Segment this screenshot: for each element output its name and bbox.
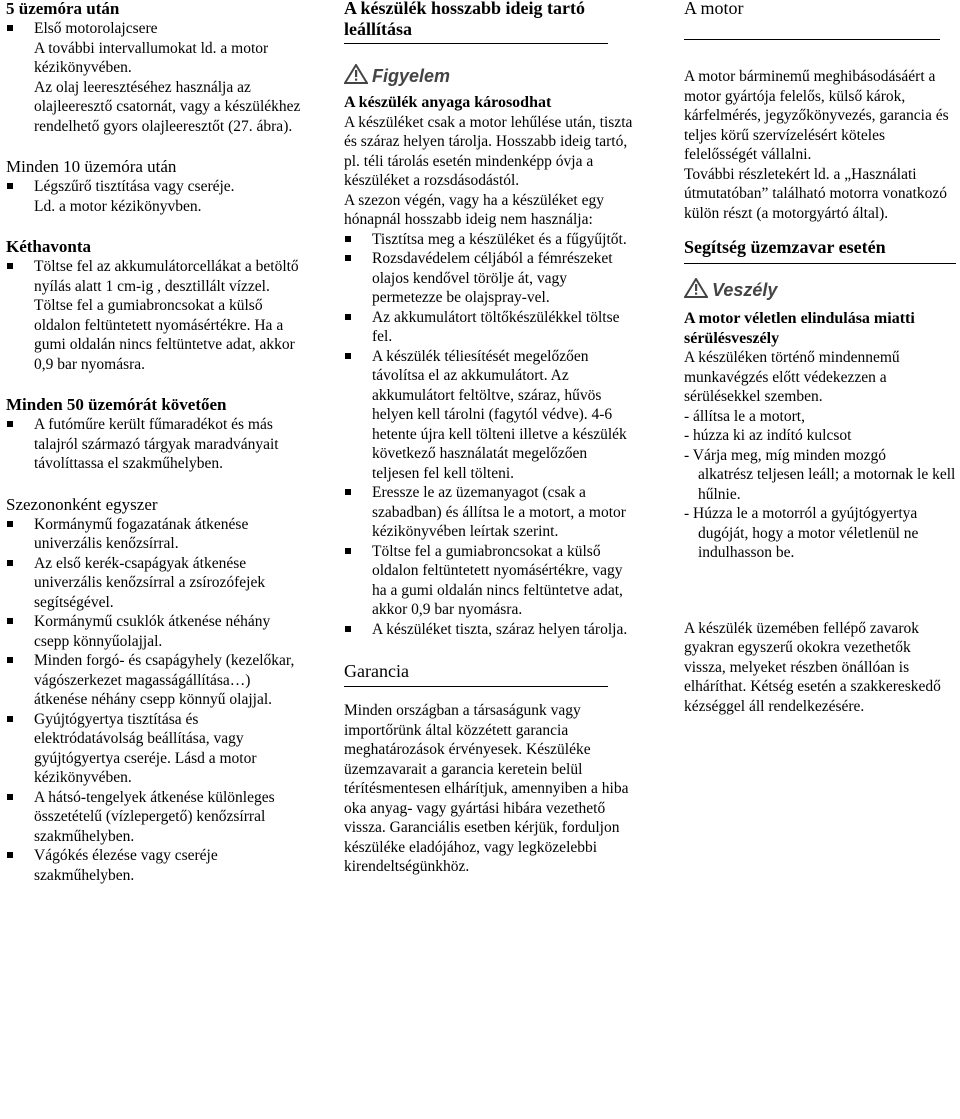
list-item: Az első kerék-csapágyak átkenése univerzális kenőzsírral a zsírozófejek segítségével.: [6, 554, 306, 613]
section-title-10h: Minden 10 üzemóra után: [6, 157, 177, 176]
list-10h: [6, 177, 306, 197]
list-seasonal: [6, 515, 306, 886]
list-item: Az akkumulátort töltőkészülékkel töltse fel.: [344, 308, 634, 347]
list-item: Légszűrő tisztítása vagy cseréje.: [6, 177, 306, 197]
section-title-storage: A készülék hosszabb ideig tartó leállítása: [344, 0, 586, 39]
list-storage: [344, 230, 634, 640]
danger-notice: [684, 278, 956, 303]
column-motor: [684, 0, 956, 716]
storage-intro: A szezon végén, vagy ha a készüléket egy hónapnál hosszabb ideig nem használja:: [344, 191, 604, 228]
steps-list: [684, 407, 956, 563]
warning-label: Figyelem: [372, 66, 451, 86]
section-title-motor: A motor: [684, 0, 744, 18]
section-title-5h: 5 üzemóra után: [6, 0, 120, 18]
troubleshooting-text: A készülék üzemében fellépő zavarok gyakran egyszerű okokra vezethetők vissza, melyeket részben önállóan is elháríthat. Kétség esetén a szakkereskedő kézséggel áll rendelkezésére.: [684, 619, 941, 715]
divider: [684, 263, 956, 264]
danger-text: A készüléken történő mindennemű munkavégzés előtt védekezzen a sérülésekkel szemben.: [684, 349, 900, 405]
list-item: Minden forgó- és csapágyhely (kezelőkar, vágószerkezet magasságállítása…) átkenése néhány csepp könnyű olajjal.: [6, 651, 306, 710]
divider: [684, 39, 940, 40]
list-item: Gyújtógyertya tisztítása és elektródatávolság beállítása, vagy gyújtógyertya cseréje. Lásd a motor kézikönyvében.: [6, 710, 306, 788]
list-item: A készüléket tiszta, száraz helyen tárolja.: [344, 620, 634, 640]
list-item: Kormánymű fogazatának átkenése univerzális kenőzsírral.: [6, 515, 306, 554]
list-item: Töltse fel a gumiabroncsokat a külső oldalon feltüntetett nyomásértékre, vagy ha a gumi oldalán nincs feltüntetve adat, akkor 0,9 bar nyomásra.: [344, 542, 634, 620]
section-title-warranty: Garancia: [344, 661, 409, 681]
step-item-continued: dugóját, hogy a motor véletlenül ne indulhasson be.: [698, 524, 919, 561]
step-item: - állítsa le a motort,: [684, 407, 805, 425]
list-item: Tisztítsa meg a készüléket és a fűgyűjtőt.: [344, 230, 634, 250]
list-item: A készülék téliesítését megelőzően távolítsa el az akkumulátort. Az akkumulátort feltöltve, száraz, hűvös helyen kell tárolni (fagytól védve). 4-6 hetente újra kell tölteni illetve a készülék következő használatát megelőzően teljesen fel kell tölteni.: [344, 347, 634, 484]
list-item: A hátsó-tengelyek átkenése különleges összetételű (vízlepergető) kenőzsírral szakműhelyben.: [6, 788, 306, 847]
warning-triangle-icon: [344, 64, 368, 89]
warning-heading: A készülék anyaga károsodhat: [344, 94, 552, 111]
step-item: - Húzza le a motorról a gyújtógyertya: [684, 505, 918, 522]
list-item: Kormánymű csuklók átkenése néhány csepp könnyűolajjal.: [6, 612, 306, 651]
divider: [344, 686, 608, 687]
section-title-50h: Minden 50 üzemórát követően: [6, 395, 227, 414]
list-item: Töltse fel az akkumulátorcellákat a betöltő nyílás alatt 1 cm-ig , desztillált vízzel. Töltse fel a gumiabroncsokat a külső oldalon feltüntetett nyomásértékre. Ha a gumi oldalán nincs feltüntetve adat, akkor 0,9 bar nyomásra.: [6, 257, 306, 374]
section-title-bimonthly: Kéthavonta: [6, 237, 91, 256]
list-item: Eressze le az üzemanyagot (csak a szabadban) és állítsa le a motort, a motor kézikönyvében leírtak szerint.: [344, 483, 634, 542]
warning-notice: [344, 64, 634, 89]
section-title-troubleshooting: Segítség üzemzavar esetén: [684, 237, 886, 257]
step-item: - húzza ki az indító kulcsot: [684, 427, 852, 444]
danger-heading: A motor véletlen elindulása miatti sérülésveszély: [684, 310, 915, 347]
column-storage: [344, 0, 634, 877]
list-item: Rozsdavédelem céljából a fémrészeket olajos kendővel törölje át, vagy permetezze be olajspray-vel.: [344, 249, 634, 308]
danger-triangle-icon: [684, 278, 708, 303]
list-bimonthly: [6, 257, 306, 374]
paragraph: Ld. a motor kézikönyvben.: [34, 197, 202, 215]
step-item-continued: alkatrész teljesen leáll; a motornak le kell hűlnie.: [698, 466, 956, 503]
list-item: Első motorolajcsere A további intervallumokat ld. a motor kézikönyvében. Az olaj leeresztéséhez használja az olajleeresztő csatornát, vagy a készülékhez rendelhető gyors olajleeresztőt (27. ábra).: [6, 19, 306, 136]
column-maintenance: [6, 0, 306, 885]
divider: [344, 43, 608, 44]
section-title-seasonal: Szezononként egyszer: [6, 494, 158, 514]
list-5h: [6, 19, 306, 136]
list-item: A futóműre került fűmaradékot és más talajról származó tárgyak maradványait távolíttassa el szakműhelyben.: [6, 415, 306, 474]
danger-label: Veszély: [712, 280, 778, 300]
motor-text: A motor bárminemű meghibásodásáért a motor gyártója felelős, külső károk, kárfelmérés, jegyzőkönyvezés, garancia és teljes körű szervízelésért köteles felelősségét vállalni. További részletekért ld. a „Használati útmutatóban” található motorra vonatkozó külön részt (a motorgyártó által).: [684, 68, 949, 222]
list-item: Vágókés élezése vagy cseréje szakműhelyben.: [6, 846, 306, 885]
step-item: - Várja meg, míg minden mozgó: [684, 446, 887, 464]
warning-text: A készüléket csak a motor lehűlése után, tiszta és száraz helyen tárolja. Hosszabb ideig tartó, pl. téli tárolás esetén mindenképp óvja a készüléket a rozsdásodástól.: [344, 113, 633, 189]
list-50h: [6, 415, 306, 474]
warranty-text: Minden országban a társaságunk vagy importőrünk által közzétett garancia meghatározások érvényesek. Készüléke üzemzavarait a garancia keretein belül térítésmentesen elhárítjuk, amennyiben a hiba oka anyag- vagy gyártási hibára vezethető vissza. Garanciális esetben kérjük, forduljon készüléke eladójához, vagy legközelebbi kirendeltségünkhöz.: [344, 702, 629, 875]
